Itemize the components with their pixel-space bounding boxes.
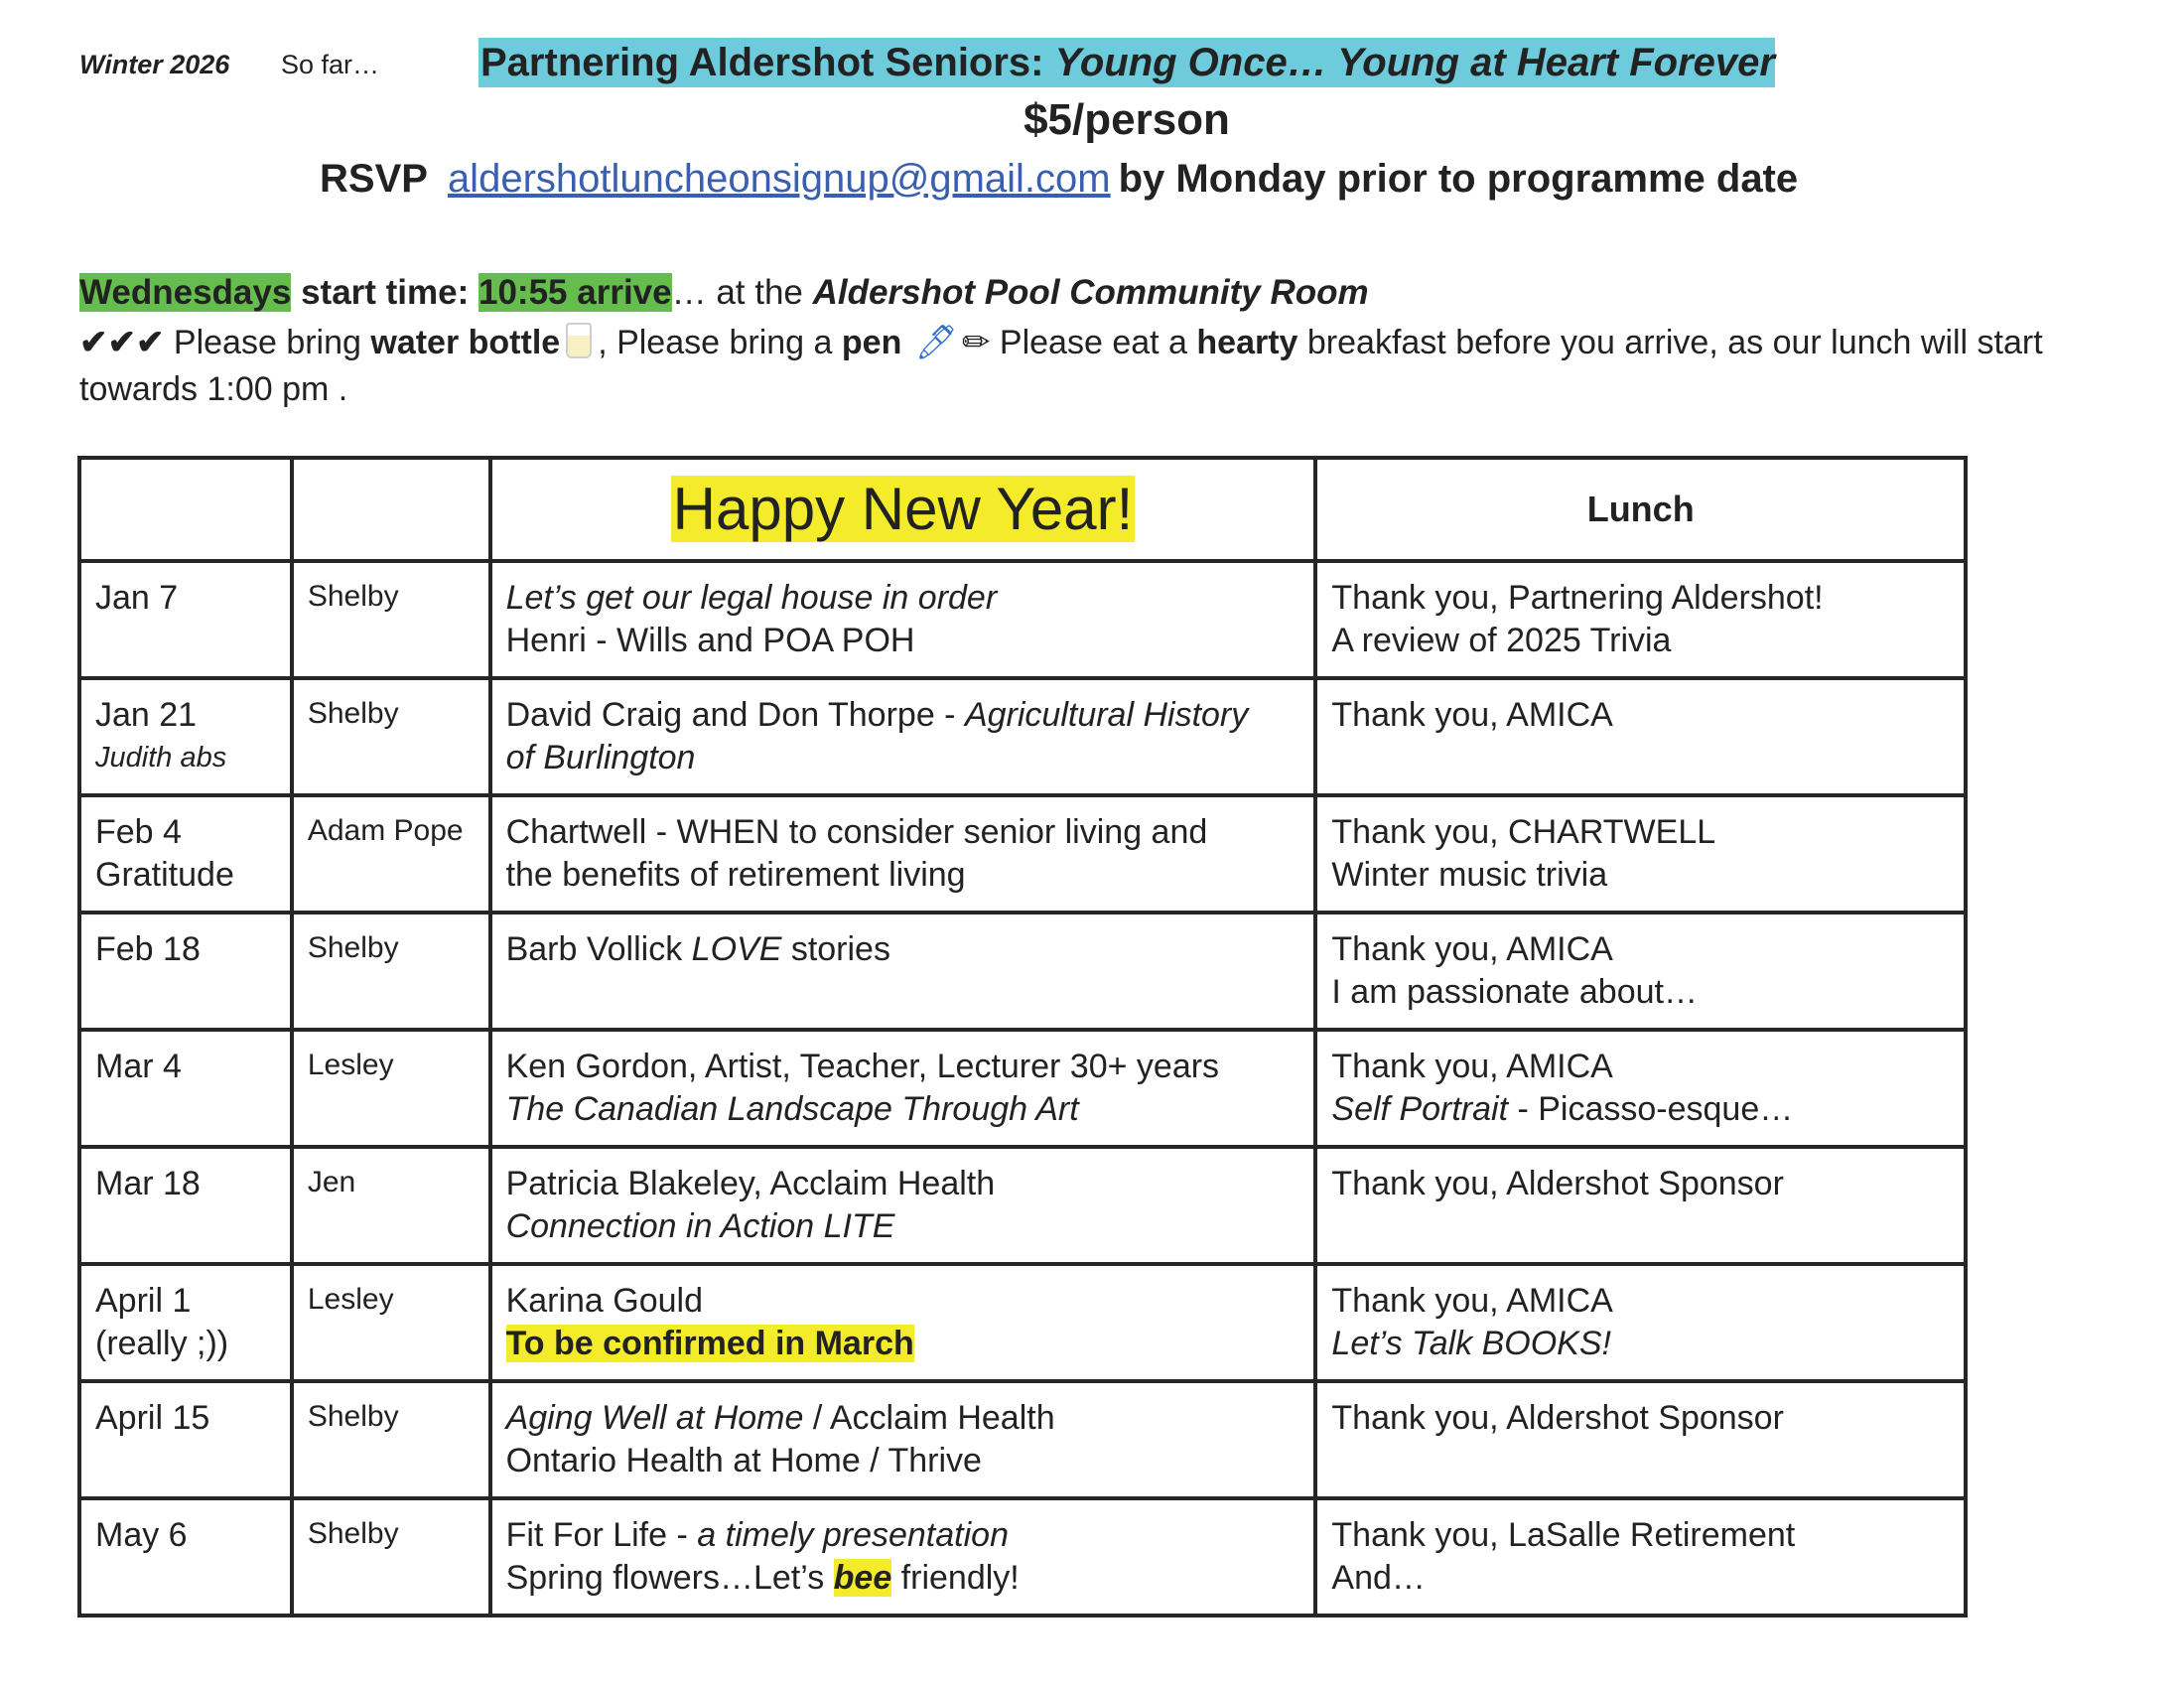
event-date: Jan 7 (95, 579, 179, 617)
program-italic: LOVE (691, 930, 782, 968)
hearty-label: hearty (1196, 324, 1298, 361)
date-cell (79, 1030, 292, 1147)
note-text: Please bring (164, 324, 371, 361)
program-cell (490, 795, 1316, 913)
table-row (79, 1381, 1966, 1498)
date-note: Gratitude (95, 856, 234, 894)
header-host (292, 458, 490, 561)
program-cell (490, 1498, 1316, 1616)
program-suffix: stories (781, 930, 890, 968)
program-suffix: friendly! (891, 1559, 1020, 1597)
event-date: Feb 4 (95, 813, 182, 851)
title-main: Partnering Aldershot Seniors: (480, 41, 1055, 84)
lunch-cell (1315, 1498, 1966, 1616)
table-row (79, 678, 1966, 795)
program-line1: Fit For Life - (505, 1516, 698, 1554)
rsvp-line (320, 157, 1798, 202)
start-label: start time: (291, 273, 478, 312)
program-italic: a timely presentation (697, 1516, 1009, 1554)
title-tagline: Young Once… Young at Heart Forever (1054, 41, 1775, 84)
program-line1: David Craig and Don Thorpe - (505, 696, 965, 734)
table-row (79, 795, 1966, 913)
program-line2: of Burlington (505, 739, 696, 776)
event-date: Mar 4 (95, 1048, 182, 1085)
table-row (79, 1264, 1966, 1381)
arrive-time: 10:55 arrive (478, 273, 672, 312)
program-line2: Spring flowers…Let’s (505, 1559, 834, 1597)
note-text: breakfast before you arrive, as our lunch will start towards 1:00 pm . (79, 324, 2043, 408)
page-title (478, 38, 1775, 87)
note-text: Please eat a (990, 324, 1197, 361)
program-cell (490, 913, 1316, 1030)
lunch-cell (1315, 795, 1966, 913)
date-cell (79, 1264, 292, 1381)
event-date: May 6 (95, 1516, 188, 1554)
host-cell: Adam Pope (292, 795, 490, 913)
price: $5/person (1024, 95, 1230, 144)
date-cell (79, 1498, 292, 1616)
lunch-line2 (1331, 854, 1950, 897)
date-cell (79, 561, 292, 678)
date-cell (79, 1147, 292, 1264)
lunch-line2 (1331, 1088, 1950, 1131)
host-cell: Shelby (292, 913, 490, 1030)
header-date (79, 458, 292, 561)
program-italic: Agricultural History (964, 696, 1249, 734)
schedule-info (79, 273, 1369, 313)
lunch-italic: Self Portrait (1331, 1090, 1509, 1128)
host-cell: Lesley (292, 1030, 490, 1147)
date-cell (79, 913, 292, 1030)
program-line1: Chartwell - WHEN to consider senior living and (505, 813, 1208, 851)
program-line2: Ontario Health at Home / Thrive (505, 1442, 982, 1479)
lunch-line1: Thank you, AMICA (1331, 930, 1613, 968)
schedule-table (77, 456, 1968, 1618)
table-row (79, 561, 1966, 678)
event-date: Mar 18 (95, 1165, 201, 1202)
lunch-line2 (1331, 620, 1950, 662)
glass-icon (566, 323, 592, 358)
lunch-line2 (1331, 1323, 1950, 1365)
date-note: Judith abs (95, 742, 227, 774)
program-line1: Barb Vollick (505, 930, 692, 968)
table-row (79, 1498, 1966, 1616)
lunch-line1: Thank you, AMICA (1331, 1282, 1613, 1320)
date-cell (79, 795, 292, 913)
host-cell: Shelby (292, 1381, 490, 1498)
lunch-cell (1315, 678, 1966, 795)
program-line1: Let’s get our legal house in order (505, 579, 998, 617)
date-cell (79, 678, 292, 795)
lunch-text: I am passionate about… (1331, 973, 1698, 1011)
season-label: Winter 2026 (79, 50, 230, 79)
date-note: (really ;)) (95, 1325, 229, 1362)
lunch-cell (1315, 913, 1966, 1030)
event-date: April 1 (95, 1282, 192, 1320)
lunch-text: Let’s Talk BOOKS! (1331, 1325, 1611, 1362)
location-prefix: … at the (671, 273, 813, 312)
event-date: Feb 18 (95, 930, 201, 968)
table-row (79, 1030, 1966, 1147)
program-cell (490, 561, 1316, 678)
lunch-cell (1315, 1264, 1966, 1381)
program-line1: / Acclaim Health (803, 1399, 1055, 1437)
host-cell: Jen (292, 1147, 490, 1264)
lunch-line1: Thank you, LaSalle Retirement (1331, 1516, 1796, 1554)
program-line1: Karina Gould (505, 1282, 704, 1320)
program-cell (490, 1381, 1316, 1498)
host-cell: Shelby (292, 678, 490, 795)
lunch-line1: Thank you, CHARTWELL (1331, 813, 1716, 851)
program-line2: To be confirmed in March (505, 1325, 914, 1362)
lunch-cell (1315, 1030, 1966, 1147)
pen-label: pen (841, 324, 902, 361)
host-cell: Shelby (292, 561, 490, 678)
table-row (79, 1147, 1966, 1264)
water-bottle-label: water bottle (370, 324, 561, 361)
header-program (490, 458, 1316, 561)
program-line2: Connection in Action LITE (505, 1207, 895, 1245)
program-cell (490, 1030, 1316, 1147)
lunch-line2 (1331, 1557, 1950, 1600)
host-cell: Lesley (292, 1264, 490, 1381)
table-row (79, 913, 1966, 1030)
lunch-line1: Thank you, Aldershot Sponsor (1331, 1399, 1784, 1437)
program-line1: Ken Gordon, Artist, Teacher, Lecturer 30+ years (505, 1048, 1220, 1085)
happy-new-year: Happy New Year! (672, 476, 1134, 542)
table-header-row (79, 458, 1966, 561)
program-cell (490, 678, 1316, 795)
lunch-cell (1315, 561, 1966, 678)
lunch-line1: Thank you, AMICA (1331, 696, 1613, 734)
lunch-cell (1315, 1147, 1966, 1264)
event-date: Jan 21 (95, 696, 198, 734)
host-cell: Shelby (292, 1498, 490, 1616)
program-highlight: bee (833, 1559, 892, 1597)
lunch-cell (1315, 1381, 1966, 1498)
program-cell (490, 1264, 1316, 1381)
lunch-text: And… (1331, 1559, 1426, 1597)
program-line2: Henri - Wills and POA POH (505, 622, 915, 659)
checkmarks-icon: ✔✔✔ (79, 324, 165, 361)
program-line1: Patricia Blakeley, Acclaim Health (505, 1165, 996, 1202)
lunch-line2 (1331, 971, 1950, 1014)
program-line2: The Canadian Landscape Through Art (505, 1090, 1079, 1128)
lunch-line1: Thank you, AMICA (1331, 1048, 1613, 1085)
day-label: Wednesdays (79, 273, 292, 312)
lunch-line1: Thank you, Partnering Aldershot! (1331, 579, 1824, 617)
pencil-icon: ✏ (961, 324, 991, 361)
note-text: , Please bring a (598, 324, 842, 361)
program-italic: Aging Well at Home (505, 1399, 804, 1437)
so-far-label: So far… (281, 50, 380, 79)
program-cell (490, 1147, 1316, 1264)
rsvp-email-link[interactable]: aldershotluncheonsignup@gmail.com (447, 157, 1111, 201)
program-line2: the benefits of retirement living (505, 856, 966, 894)
lunch-text: - Picasso-esque… (1508, 1090, 1794, 1128)
header-lunch (1315, 458, 1966, 561)
event-date: April 15 (95, 1399, 210, 1437)
date-cell (79, 1381, 292, 1498)
location: Aldershot Pool Community Room (812, 273, 1369, 312)
rsvp-deadline: by Monday prior to programme date (1118, 157, 1799, 201)
lunch-line1: Thank you, Aldershot Sponsor (1331, 1165, 1784, 1202)
notes (79, 320, 2144, 413)
lunch-text: Winter music trivia (1331, 856, 1608, 894)
lunch-heading: Lunch (1586, 488, 1695, 529)
pen-icon: 🖊 (914, 324, 958, 361)
rsvp-label: RSVP (320, 157, 428, 201)
lunch-text: A review of 2025 Trivia (1331, 622, 1672, 659)
